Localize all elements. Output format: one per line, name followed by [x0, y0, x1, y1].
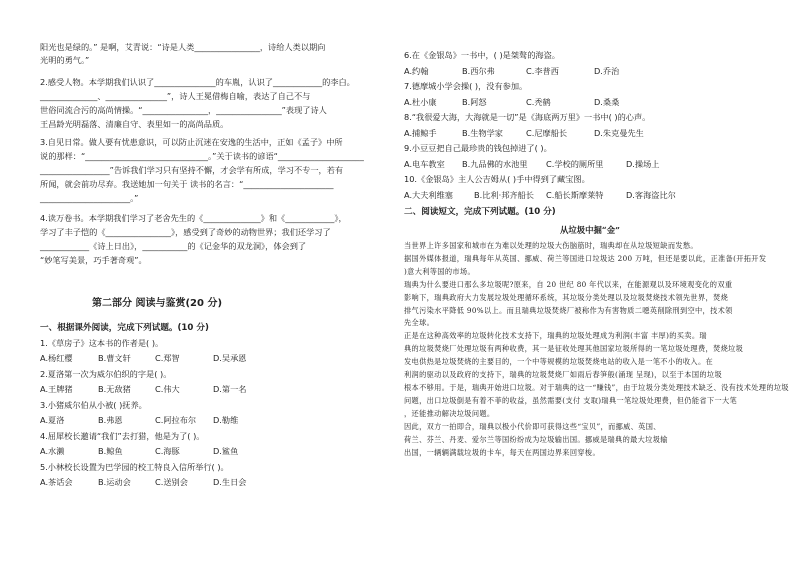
option-d: D.桑桑: [594, 97, 620, 107]
option-c: C.李普西: [526, 66, 559, 76]
q2-line-2: ______________、_______________”，诗人王冕借梅自喻，表达了自己不与: [40, 91, 311, 101]
q1-tail-line-1: 阳光也是绿的。” 是啊，艾青说：“诗是人类________________，诗给人类以期向: [40, 42, 326, 52]
option-d: D.鲨鱼: [213, 446, 239, 456]
option-b: B.鲸鱼: [98, 446, 123, 456]
option-b: B.生物学家: [462, 128, 503, 138]
article-line: 先全球。: [404, 318, 435, 328]
option-d: D.生日会: [213, 477, 247, 487]
option-a: A.杜小康: [404, 97, 437, 107]
q3-line-4: 所闻，就会前功尽弃。我送她加一句关于 读书的名言：“______________________: [40, 179, 334, 189]
article-line: 因此，双方一拍即合，瑞典以极小代价即可获得这些“宝贝”，而挪威、英国、: [404, 421, 661, 431]
article-line: 出国，一辆辆满载垃圾的卡车，每天在两国边界来回穿梭。: [404, 447, 600, 457]
option-a: A.捕鲸手: [404, 128, 437, 138]
question-5: 5.小林校长设置为巴学园的校工特良入信所举行( )。: [40, 462, 229, 472]
option-d: D.朱克曼先生: [594, 128, 644, 138]
article-title: 从垃圾中掘“金”: [560, 225, 620, 235]
article-line: 典的垃圾焚烧厂处理垃圾有两种收费，其一是征收处理其他国家垃圾所得的一笔垃圾处理费，焚烧垃圾: [404, 344, 744, 354]
question-7: 7.德摩城小学会操( )，没有参加。: [404, 81, 528, 91]
article-line: 利润的驱动以及政府的支持下，瑞典的垃圾焚烧厂如雨后春笋般(涌现 呈现)，以至于本国的垃圾: [404, 370, 722, 380]
option-a: A.约翰: [404, 66, 429, 76]
option-c: C.秃鹤: [526, 97, 551, 107]
option-d: D.第一名: [213, 384, 247, 394]
q4-line-2: 学习了丰子恺的《________________》，感受到了奇妙的动物世界；我们还学习了: [40, 227, 331, 237]
option-b: B.弗恩: [98, 415, 123, 425]
part2-title: 第二部分 阅读与鉴赏(20 分): [92, 298, 223, 309]
option-a: A.杨红樱: [40, 353, 73, 363]
option-d: D.乔治: [594, 66, 620, 76]
article-line: 根本不够用。于是，瑞典开始进口垃圾。对于瑞典的这一“赚钱”，由于垃圾分类处理技术缺乏、没有技术处理的垃圾: [404, 382, 789, 392]
article-line: 排气污染水平降低 90%以上。而且瑞典垃圾焚烧厂被称作为有害物质二噁英削除刑到空中，技术领: [404, 305, 733, 315]
question-8: 8.“我很爱大海，大海就是一切”是《海底两万里》一书中( )的心声。: [404, 112, 651, 122]
option-c: C.船长斯摩莱特: [546, 190, 604, 200]
q2-line-1: 2.感受人物。本学期我们认识了_______________的车胤，认识了____________的李白。: [40, 77, 355, 87]
option-a: A.电车教室: [404, 159, 445, 169]
q3-line-2: 说的那样：“______________________________。”关于读书的谚语“_____________________: [40, 151, 364, 161]
option-b: B.无敌猪: [98, 384, 131, 394]
q3-line-3: _________________”告诉我们学习只有坚持不懈，才会学有所成，学习不专一，若有: [40, 165, 344, 175]
option-d: D.操场上: [626, 159, 660, 169]
question-10: 10.《金银岛》主人公吉姆从( )手中得到了藏宝图。: [404, 174, 590, 184]
option-c: C.伟大: [155, 384, 180, 394]
q2-line-3: 世俗同流合污的高尚情操。“________________，________________”表现了诗人: [40, 105, 327, 115]
q4-line-3: ____________《诗上日出》，___________的《记金华的双龙洞》，体会到了: [40, 241, 307, 251]
option-c: C.送别会: [155, 477, 188, 487]
q3-line-5: ______________________。”: [40, 193, 139, 203]
option-c: C.郑智: [155, 353, 180, 363]
question-1: 1.《草房子》这本书的作者是( )。: [40, 338, 164, 348]
section2-title: 二、阅读短文，完成下列试题。(10 分): [404, 207, 556, 217]
article-body: [404, 240, 789, 459]
option-a: A.水濑: [40, 446, 65, 456]
q1-tail-line-2: 光明的勇气。”: [40, 55, 90, 65]
option-a: A.茶话会: [40, 477, 73, 487]
question-9: 9.小豆豆把自己最珍贵的钱包掉进了( )。: [404, 143, 552, 153]
article-line: ，还能推动解决垃圾问题。: [404, 408, 495, 418]
question-2: 2.夏洛第一次为威尔伯织的字是( )。: [40, 369, 172, 379]
article-line: )意大利等国的市场。: [404, 266, 475, 276]
option-d: D.勒维: [213, 415, 239, 425]
option-a: A.王牌猪: [40, 384, 73, 394]
option-a: A.夏洛: [40, 415, 65, 425]
option-c: C.学校的厕所里: [546, 159, 604, 169]
option-d: D.客海盗比尔: [626, 190, 676, 200]
option-c: C.阿拉布尔: [155, 415, 197, 425]
article-line: 影响下，瑞典政府大力发展垃圾处理循环系统，其垃圾分类处理以及垃圾焚烧技术领先世界，焚烧: [404, 292, 729, 302]
option-b: B.阿怒: [462, 97, 487, 107]
option-b: B.比利·邦齐船长: [474, 190, 534, 200]
q2-line-4: 王昌龄光明磊落、清廉自守、表里如一的高尚品质。: [40, 119, 229, 129]
article-line: 正是在这种高效率的垃圾转化技术支持下，瑞典的垃圾处理成为利润(丰富 丰厚)的买卖。瑞: [404, 331, 707, 341]
question-6: 6.在《金银岛》一书中，( )是桀骜的海盗。: [404, 50, 560, 60]
article-line: 荷兰、芬兰、丹麦、爱尔兰等国纷纷成为垃圾输出国。挪威是瑞典的最大垃圾输: [404, 434, 668, 444]
option-b: B.九品佛的水池里: [462, 159, 528, 169]
option-c: C.海豚: [155, 446, 180, 456]
option-b: B.曹文轩: [98, 353, 131, 363]
article-line: 问题，出口垃圾倒是有着不菲的收益，虽然需要(支付 支取)瑞典一笔垃圾处理费，但仍能省下一大笔: [404, 395, 738, 405]
q3-line-1: 3.自见日常。做人要有忧患意识，可以防止沉迷在安逸的生活中，正如《孟子》中所: [40, 137, 343, 147]
question-3: 3.小猪威尔伯从小被( )抚养。: [40, 400, 147, 410]
section1-title: 一、根据课外阅读，完成下列试题。(10 分): [40, 323, 209, 333]
option-b: B.西尔弗: [462, 66, 495, 76]
article-line: 当世界上许多国家和城市在为难以处理的垃圾大伤脑筋时，瑞典却在从垃圾短缺而发愁。: [404, 241, 698, 250]
article-line: 发电供热是垃圾焚烧的主要目的，一个中等规模的垃圾焚烧电站的收入是一笔不小的收入。在: [404, 357, 714, 367]
q4-line-4: “妙笔写美景，巧手著奇观”。: [40, 255, 147, 265]
article-line: 瑞典为什么要进口那么多垃圾呢?原来，自 20 世纪 80 年代以来，在能源观以及环境观变化的双重: [404, 279, 733, 289]
question-4: 4.屈犀校长邀请“我们”去打猎，他是为了( )。: [40, 431, 205, 441]
option-b: B.运动会: [98, 477, 131, 487]
option-d: D.吴承恩: [213, 353, 247, 363]
article-line: 据国外媒体报道，瑞典每年从英国、挪威、荷兰等国进口垃圾达 200 万吨，但还是要以此，正准备(开拓开发: [404, 253, 767, 263]
option-c: C.尼摩船长: [526, 128, 568, 138]
q4-line-1: 4.读万卷书。本学期我们学习了老舍先生的《______________》和《____________》，: [40, 213, 347, 223]
option-a: A.大夫利维塞: [404, 190, 453, 200]
